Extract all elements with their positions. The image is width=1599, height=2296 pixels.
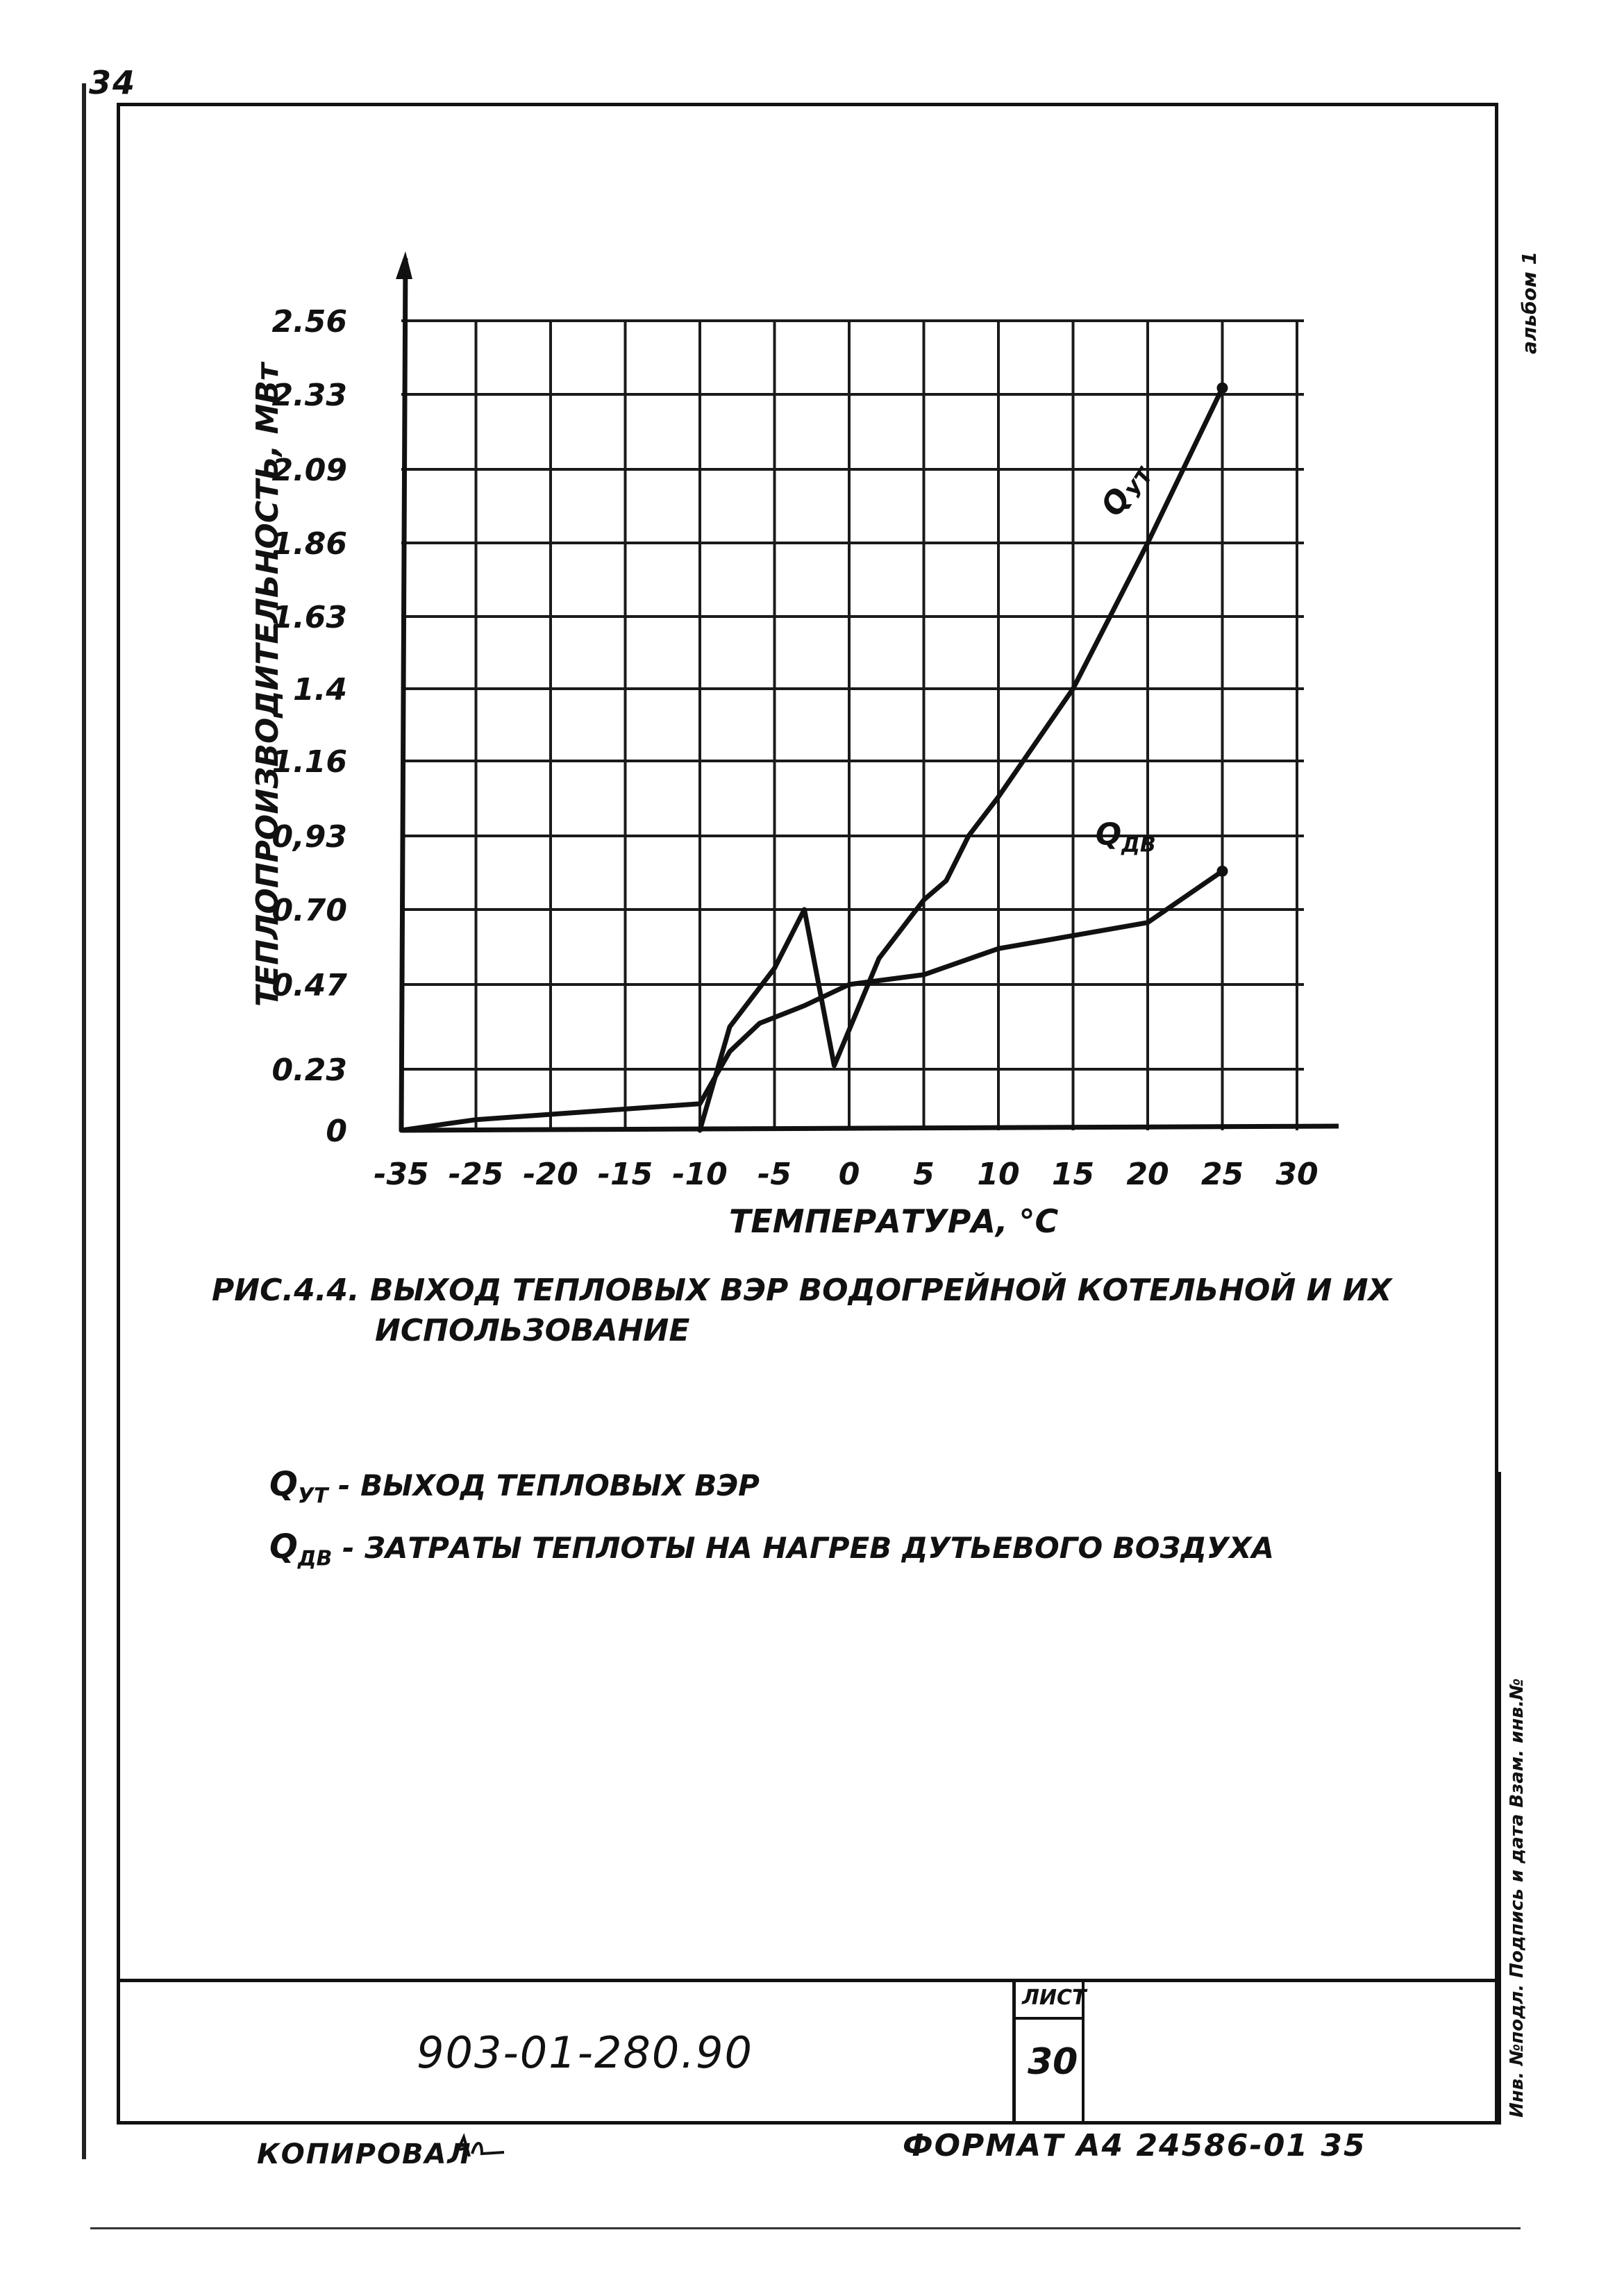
side-strip-text: Инв. №подл. Подпись и дата Взам. инв.№ [1507, 1678, 1527, 2118]
x-tick-label: 5 [913, 1157, 935, 1192]
y-tick-label: 0.23 [271, 1053, 347, 1088]
copied-by: КОПИРОВАЛ [257, 2138, 472, 2170]
y-axis-line [401, 258, 405, 1130]
y-tick-label: 2.33 [271, 378, 347, 413]
figure-caption-line-2: ИСПОЛЬЗОВАНИЕ [375, 1313, 690, 1348]
document-code: 903-01-280.90 [417, 2027, 753, 2078]
format-stamp: ФОРМАТ А4 24586-01 35 [903, 2128, 1366, 2163]
y-tick-label: 1.4 [293, 672, 347, 707]
legend-text: - ЗАТРАТЫ ТЕПЛОТЫ НА НАГРЕВ ДУТЬЕВОГО ВОЗДУХА [342, 1531, 1275, 1565]
x-tick-label: -35 [374, 1157, 429, 1192]
x-tick-label: -5 [757, 1157, 792, 1192]
album-label: альбом 1 [1518, 251, 1541, 354]
x-tick-label: 25 [1200, 1157, 1244, 1192]
title-block-divider [1012, 1982, 1016, 2125]
y-axis-label: ТЕПЛОПРОИЗВОДИТЕЛЬНОСТЬ, МВт [250, 362, 285, 1007]
y-axis-arrow-icon [396, 251, 412, 279]
y-tick-label: 2.56 [271, 304, 347, 340]
chart-grid [401, 321, 1304, 1130]
chart-tick-labels [271, 304, 1318, 1192]
y-tick-label: 0 [326, 1114, 347, 1149]
chart-series [401, 383, 1228, 1130]
x-tick-label: -20 [523, 1157, 578, 1192]
y-tick-label: 1.86 [271, 526, 347, 562]
legend-entry-qut [269, 1465, 760, 1509]
series-end-point [1217, 866, 1228, 877]
figure-caption [212, 1271, 1427, 1351]
sheet-number: 34 [89, 64, 137, 101]
legend-symbol: $Q_{УТ}$ [269, 1465, 328, 1509]
series-label-qdv: $Q_{ДВ}$ [1095, 816, 1156, 857]
x-tick-label: 20 [1126, 1157, 1169, 1192]
x-tick-label: 10 [977, 1157, 1020, 1192]
bottom-rule [90, 2227, 1521, 2229]
x-tick-label: 0 [838, 1157, 860, 1192]
legend-text: - ВЫХОД ТЕПЛОВЫХ ВЭР [338, 1468, 760, 1502]
title-block-divider [1015, 2017, 1082, 2020]
legend-entry-qdv [269, 1527, 1274, 1571]
y-tick-label: 2.09 [271, 453, 347, 488]
legend-symbol: $Q_{ДВ}$ [269, 1527, 333, 1571]
chart-axes [396, 251, 1339, 1130]
y-tick-label: 0.70 [271, 893, 347, 928]
x-tick-label: 15 [1051, 1157, 1095, 1192]
series-end-point [1217, 383, 1228, 394]
x-tick-label: -10 [672, 1157, 728, 1192]
title-block-sheet-number: 30 [1028, 2041, 1078, 2083]
x-tick-label: -15 [597, 1157, 653, 1192]
signature-mark [451, 2133, 507, 2163]
x-axis-label: ТЕМПЕРАТУРА, °С [729, 1203, 1059, 1240]
y-tick-label: 0,93 [271, 819, 347, 855]
y-tick-label: 1.63 [271, 600, 347, 635]
figure-caption-line-1: РИС.4.4. ВЫХОД ТЕПЛОВЫХ ВЭР ВОДОГРЕЙНОЙ КОТЕЛЬНОЙ И ИХ [212, 1273, 1392, 1308]
x-tick-label: -25 [448, 1157, 504, 1192]
x-axis-line [401, 1126, 1339, 1130]
side-strip [1498, 1472, 1536, 2125]
y-tick-label: 1.16 [271, 744, 347, 780]
sheet-label: ЛИСТ [1022, 1986, 1087, 2010]
y-tick-label: 0.47 [271, 968, 347, 1003]
series-label-qut: $Q_{УТ}$ [1094, 464, 1159, 523]
title-block [117, 1979, 1498, 2125]
x-tick-label: 30 [1275, 1157, 1318, 1192]
